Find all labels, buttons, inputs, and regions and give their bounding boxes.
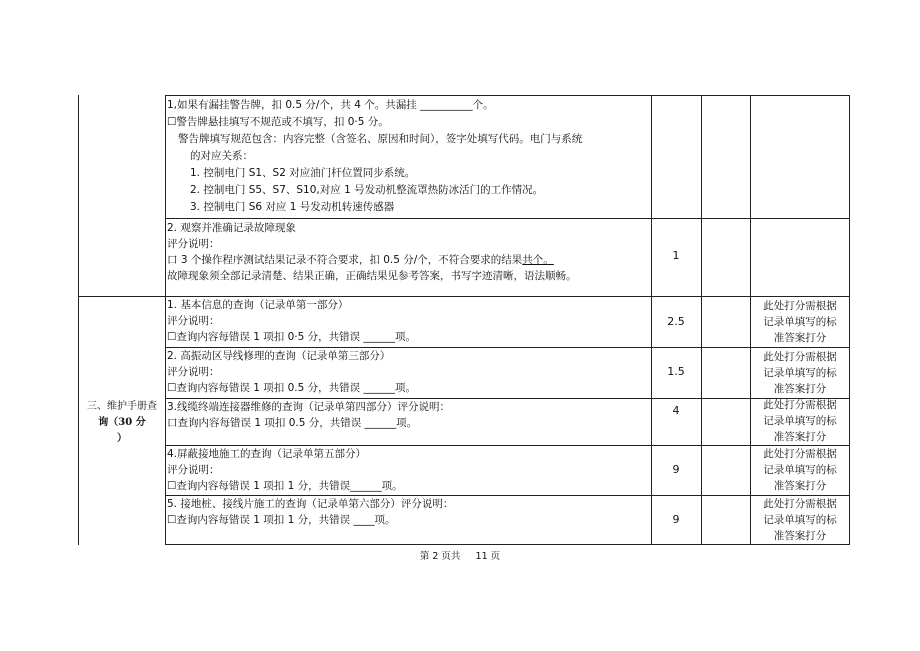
section-label-line: 三、维护手册查	[87, 401, 157, 412]
row2-score: 1	[672, 249, 680, 262]
note-line: 记录单填写的标	[763, 367, 837, 379]
item-title: 3.线缆终端连接器维修的查询（记录单第四部分）评分说明：	[167, 401, 451, 413]
item-note	[752, 298, 848, 346]
note-line: 此处打分需根据	[763, 300, 837, 312]
section-label-line: 询（30 分	[98, 417, 146, 428]
column-divider	[165, 95, 166, 545]
row2-title: 2. 观察并准确记录故障现象	[167, 222, 296, 234]
note-line: 记录单填写的标	[763, 415, 837, 427]
item-note	[752, 397, 848, 445]
row2-subtitle: 评分说明：	[167, 238, 220, 250]
row1-line: 警告牌填写规范包含：内容完整（含签名、原因和时间），签字处填写代码。电门与系统	[178, 133, 583, 145]
note-line: 准答案打分	[773, 480, 827, 492]
note-line: 此处打分需根据	[763, 498, 837, 510]
section-label-line: ）	[117, 433, 127, 444]
item-score: 9	[672, 463, 680, 476]
row-divider	[165, 95, 850, 96]
row-divider	[165, 218, 850, 219]
note-line: 记录单填写的标	[763, 464, 837, 476]
item-subtitle: 评分说明：	[167, 315, 220, 327]
row2-rule	[167, 252, 554, 268]
grading-table	[78, 95, 850, 545]
item-rule: ☐查询内容每错误 1 项扣 0.5 分，共错误 ______项。	[167, 382, 416, 394]
note-line: 准答案打分	[773, 332, 827, 344]
row1-line: 1. 控制电门 S1、S2 对应油门杆位置同步系统。	[190, 167, 416, 179]
note-line: 此处打分需根据	[763, 351, 837, 363]
note-line: 此处打分需根据	[763, 448, 837, 460]
item-score: 4	[672, 404, 680, 417]
row2-rule-text: 口 3 个操作程序测试结果记录不符合要求，扣 0.5 分/个，不符合要求的结果	[167, 254, 523, 266]
note-line: 准答案打分	[773, 530, 827, 542]
item-title: 4.屏蔽接地施工的查询（记录单第五部分）	[167, 448, 367, 460]
row2-rule-count: 共个。	[522, 254, 554, 266]
item-title: 2. 高振动区导线修理的查询（记录单第三部分）	[167, 350, 391, 362]
note-line: 记录单填写的标	[763, 514, 837, 526]
row1-line: 的对应关系：	[190, 150, 253, 162]
table-border-left	[78, 95, 79, 545]
table-border-bottom	[165, 544, 850, 545]
item-note	[752, 349, 848, 397]
item-score: 2.5	[667, 315, 685, 328]
section-label	[80, 399, 164, 447]
item-subtitle: 评分说明：	[167, 366, 220, 378]
page-footer: 第 2 页共 11 页	[419, 551, 501, 562]
row1-line: 2. 控制电门 S5、S7、S10,对应 1 号发动机整流罩热防冰活门的工作情况。	[190, 184, 544, 196]
item-rule: ☐查询内容每错误 1 项扣 0·5 分，共错误 ______项。	[167, 331, 416, 343]
row1-line: 1,如果有漏挂警告牌，扣 0.5 分/个，共 4 个。共漏挂 __________个。	[167, 99, 494, 111]
item-rule: ☐查询内容每错误 1 项扣 1 分，共错误 ____项。	[167, 514, 396, 526]
item-note	[752, 446, 848, 494]
item-title: 1. 基本信息的查询（记录单第一部分）	[167, 299, 349, 311]
note-line: 准答案打分	[773, 431, 827, 443]
item-score: 9	[672, 513, 680, 526]
table-border-right	[849, 95, 850, 545]
item-title: 5. 接地桩、接线片施工的查询（记录单第六部分）评分说明：	[167, 498, 454, 510]
note-line: 准答案打分	[773, 383, 827, 395]
item-subtitle: 评分说明：	[167, 464, 220, 476]
item-rule: ☐查询内容每错误 1 项扣 1 分，共错误______项。	[167, 480, 403, 492]
row1-line: 3. 控制电门 S6 对应 1 号发动机转速传感器	[190, 201, 395, 213]
note-line: 记录单填写的标	[763, 316, 837, 328]
item-score: 1.5	[667, 365, 685, 378]
row1-line: ☐警告牌悬挂填写不规范或不填写，扣 0·5 分。	[167, 116, 389, 128]
row2-requirement: 故障现象须全部记录清楚、结果正确，正确结果见参考答案，书写字迹清晰，语法顺畅。	[167, 270, 577, 282]
note-line: 此处打分需根据	[763, 399, 837, 411]
item-note	[752, 496, 848, 544]
item-rule: 口查询内容每错误 1 项扣 0.5 分，共错误 ______项。	[167, 417, 418, 429]
column-divider	[750, 95, 751, 545]
column-divider	[701, 95, 702, 545]
